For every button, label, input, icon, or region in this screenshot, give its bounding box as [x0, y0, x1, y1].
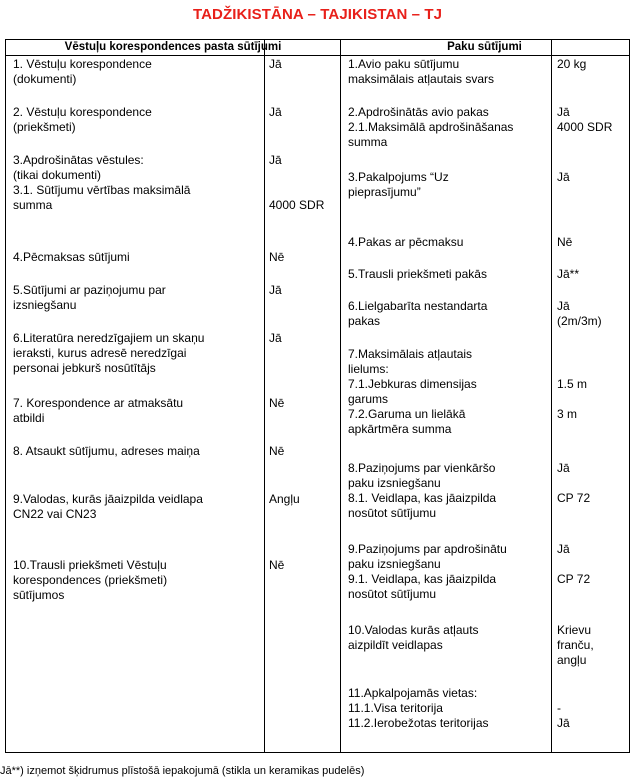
column-divider: [264, 40, 265, 752]
left-row-label: 1. Vēstuļu korespondence (dokumenti): [13, 57, 152, 86]
right-row-value: Jā 4000 SDR: [557, 105, 613, 134]
right-row-value: 20 kg: [557, 57, 587, 71]
left-row-label: 8. Atsaukt sūtījumu, adreses maiņa: [13, 444, 200, 458]
right-row-value: Krievu franču, angļu: [557, 623, 594, 667]
column-divider: [551, 40, 552, 752]
page-title: TADŽIKISTĀNA – TAJIKISTAN – TJ: [192, 6, 443, 23]
header-parcels: Paku sūtījumi: [447, 41, 522, 53]
left-row-label: 10.Trausli priekšmeti Vēstuļu korespondences (priekšmeti) sūtījumos: [13, 558, 168, 602]
right-row-value: Jā CP 72: [557, 542, 591, 586]
left-row-value: Jā: [269, 105, 282, 119]
right-row-value: - Jā: [557, 701, 570, 730]
right-row-value: Jā: [557, 170, 570, 184]
left-row-label: 3.Apdrošinātas vēstules: (tikai dokumenti) 3.1. Sūtījumu vērtības maksimālā summa: [13, 153, 191, 212]
header-divider: [6, 55, 629, 56]
column-divider: [340, 40, 341, 752]
left-row-value: Nē: [269, 250, 285, 264]
left-row-label: 4.Pēcmaksas sūtījumi: [13, 250, 130, 264]
right-row-label: 10.Valodas kurās atļauts aizpildīt veidlapas: [348, 623, 479, 652]
left-row-label: 7. Korespondence ar atmaksātu atbildi: [13, 396, 184, 425]
right-row-label: 4.Pakas ar pēcmaksu: [348, 235, 464, 249]
left-row-value: Nē: [269, 444, 285, 458]
right-row-label: 11.Apkalpojamās vietas: 11.1.Visa teritorija 11.2.Ierobežotas teritorijas: [348, 686, 489, 730]
services-table: [5, 39, 630, 753]
header-letter-mail: Vēstuļu korespondences pasta sūtījumi: [64, 41, 282, 53]
right-row-label: 8.Paziņojums par vienkāršo paku izsniegšanu 8.1. Veidlapa, kas jāaizpilda nosūtot sūtījumu: [348, 461, 497, 520]
right-row-value: 1.5 m 3 m: [557, 377, 588, 421]
right-row-label: 1.Avio paku sūtījumu maksimālais atļautais svars: [348, 57, 495, 86]
footnote: Jā**) izņemot šķidrumus plīstošā iepakojumā (stikla un keramikas pudelēs): [0, 765, 365, 777]
right-row-label: 5.Trausli priekšmeti pakās: [348, 267, 487, 281]
left-row-value: Nē: [269, 396, 285, 410]
right-row-label: 7.Maksimālais atļautais lielums: 7.1.Jebkuras dimensijas garums 7.2.Garuma un lielākā apkārtmēra summa: [348, 347, 477, 436]
left-row-value: Jā: [269, 283, 282, 297]
left-row-label: 5.Sūtījumi ar paziņojumu par izsniegšanu: [13, 283, 166, 312]
right-row-value: Jā CP 72: [557, 461, 591, 505]
left-row-value: Nē: [269, 558, 285, 572]
left-row-label: 6.Literatūra neredzīgajiem un skaņu ieraksti, kurus adresē neredzīgai personai jebkurš nosūtītājs: [13, 331, 205, 375]
right-row-value: Nē: [557, 235, 573, 249]
left-row-value: Jā: [269, 331, 282, 345]
left-row-value: Jā 4000 SDR: [269, 153, 325, 212]
right-row-label: 3.Pakalpojums “Uz pieprasījumu”: [348, 170, 449, 199]
left-row-label: 2. Vēstuļu korespondence (priekšmeti): [13, 105, 152, 134]
left-row-label: 9.Valodas, kurās jāaizpilda veidlapa CN22 vai CN23: [13, 492, 203, 521]
right-row-value: Jā (2m/3m): [557, 299, 602, 328]
right-row-label: 9.Paziņojums par apdrošinātu paku izsniegšanu 9.1. Veidlapa, kas jāaizpilda nosūtot sūtījumu: [348, 542, 507, 601]
right-row-label: 6.Lielgabarīta nestandarta pakas: [348, 299, 488, 328]
right-row-label: 2.Apdrošinātās avio pakas 2.1.Maksimālā apdrošināšanas summa: [348, 105, 514, 149]
left-row-value: Angļu: [269, 492, 300, 506]
right-row-value: Jā**: [557, 267, 580, 281]
left-row-value: Jā: [269, 57, 282, 71]
